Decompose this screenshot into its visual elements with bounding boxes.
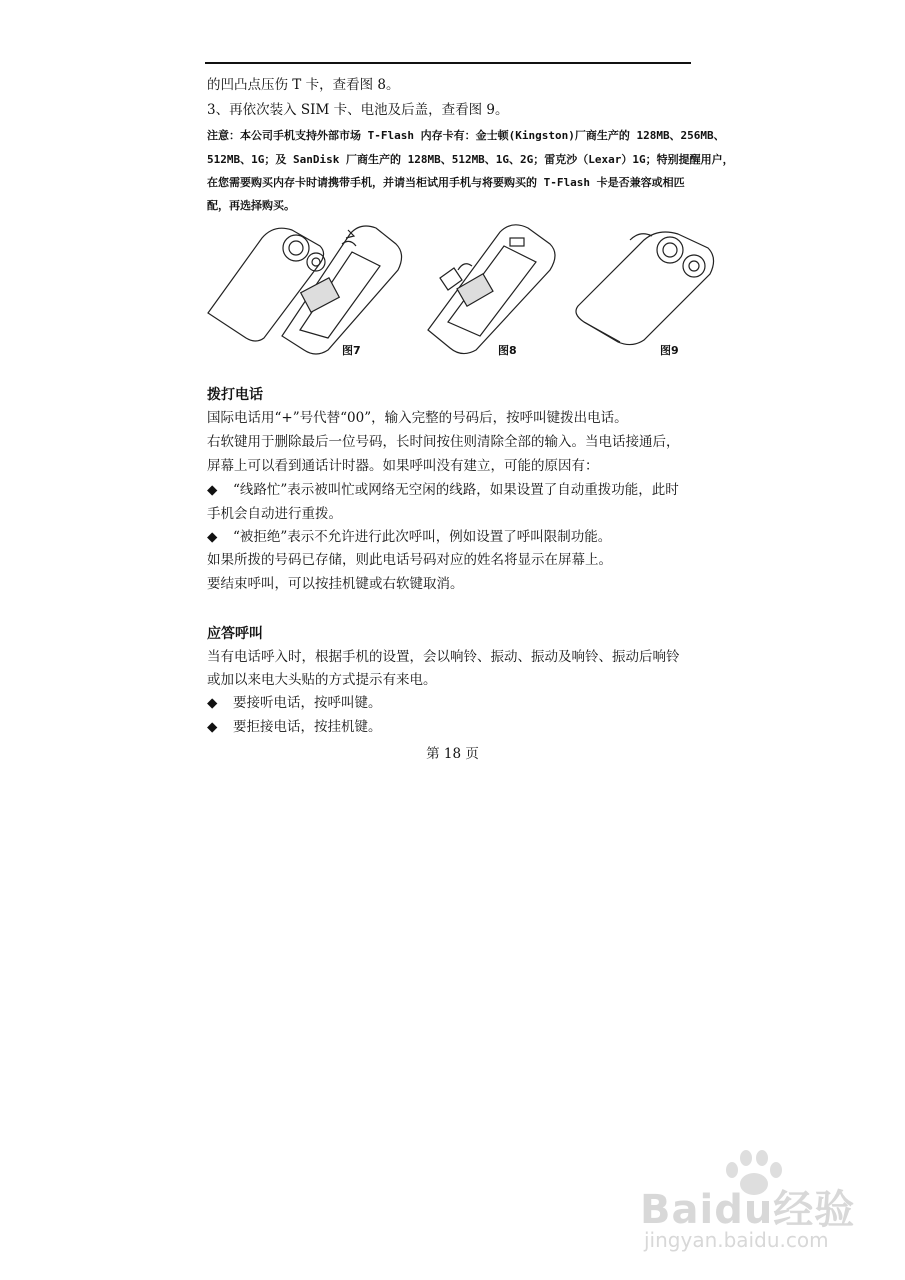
note-line: 在您需要购买内存卡时请携带手机，并请当柜试用手机与将要购买的 T-Flash 卡是否兼容或相匹 [207, 176, 685, 189]
figure-9-drawing [576, 232, 714, 345]
figure-9-label: 图9 [660, 344, 679, 357]
text-line: 要结束呼叫，可以按挂机键或右软键取消。 [207, 576, 464, 592]
figure-7-drawing [208, 226, 402, 354]
bullet-icon: ◆ [207, 719, 218, 735]
watermark-url: jingyan.baidu.com [644, 1228, 829, 1252]
bullet-item [207, 718, 382, 736]
text-line: 手机会自动进行重拨。 [207, 506, 342, 522]
phone-illustrations [200, 218, 720, 360]
baidu-watermark [640, 1148, 870, 1258]
header-rule [205, 62, 691, 64]
bullet-icon: ◆ [207, 529, 218, 545]
text-line: 如果所拨的号码已存储，则此电话号码对应的姓名将显示在屏幕上。 [207, 552, 612, 568]
note-line: 512MB、1G；及 SanDisk 厂商生产的 128MB、512MB、1G、2G；雷克沙（Lexar）1G；特别提醒用户， [207, 153, 734, 166]
text-line: 右软键用于删除最后一位号码，长时间按住则清除全部的输入。当电话接通后， [207, 434, 680, 450]
bullet-item [207, 528, 611, 546]
figure-8-label: 图8 [498, 344, 517, 357]
phone-figures [200, 218, 720, 360]
bullet-text: “线路忙”表示被叫忙或网络无空闲的线路，如果设置了自动重拨功能，此时 [233, 482, 679, 498]
bullet-text: 要拒接电话，按挂机键。 [233, 719, 382, 735]
page-number: 第 18 页 [426, 746, 479, 762]
bullet-item [207, 481, 679, 499]
note-line: 配，再选择购买。 [207, 199, 295, 212]
bullet-text: 要接听电话，按呼叫键。 [233, 695, 382, 711]
figure-8-drawing [428, 225, 555, 354]
text-line: 当有电话呼入时，根据手机的设置，会以响铃、振动、振动及响铃、振动后响铃 [207, 649, 680, 665]
bullet-item [207, 694, 382, 712]
section-heading-dial: 拨打电话 [207, 387, 263, 403]
figure-7-label: 图7 [342, 344, 361, 357]
text-line: 的凹凸点压伤 T 卡，查看图 8。 [207, 77, 400, 93]
note-line: 注意：本公司手机支持外部市场 T-Flash 内存卡有：金士顿(Kingston)厂商生产的 128MB、256MB、 [207, 129, 725, 142]
text-line: 国际电话用“+”号代替“00”，输入完整的号码后，按呼叫键拨出电话。 [207, 410, 628, 426]
bullet-text: “被拒绝”表示不允许进行此次呼叫，例如设置了呼叫限制功能。 [233, 529, 612, 545]
text-line: 或加以来电大头贴的方式提示有来电。 [207, 672, 437, 688]
watermark-brand: Baidu经验 [640, 1187, 856, 1233]
bullet-icon: ◆ [207, 695, 218, 711]
bullet-icon: ◆ [207, 482, 218, 498]
section-heading-answer: 应答呼叫 [207, 626, 263, 642]
text-line: 屏幕上可以看到通话计时器。如果呼叫没有建立，可能的原因有： [207, 458, 599, 474]
text-line: 3、再依次装入 SIM 卡、电池及后盖，查看图 9。 [207, 102, 509, 118]
